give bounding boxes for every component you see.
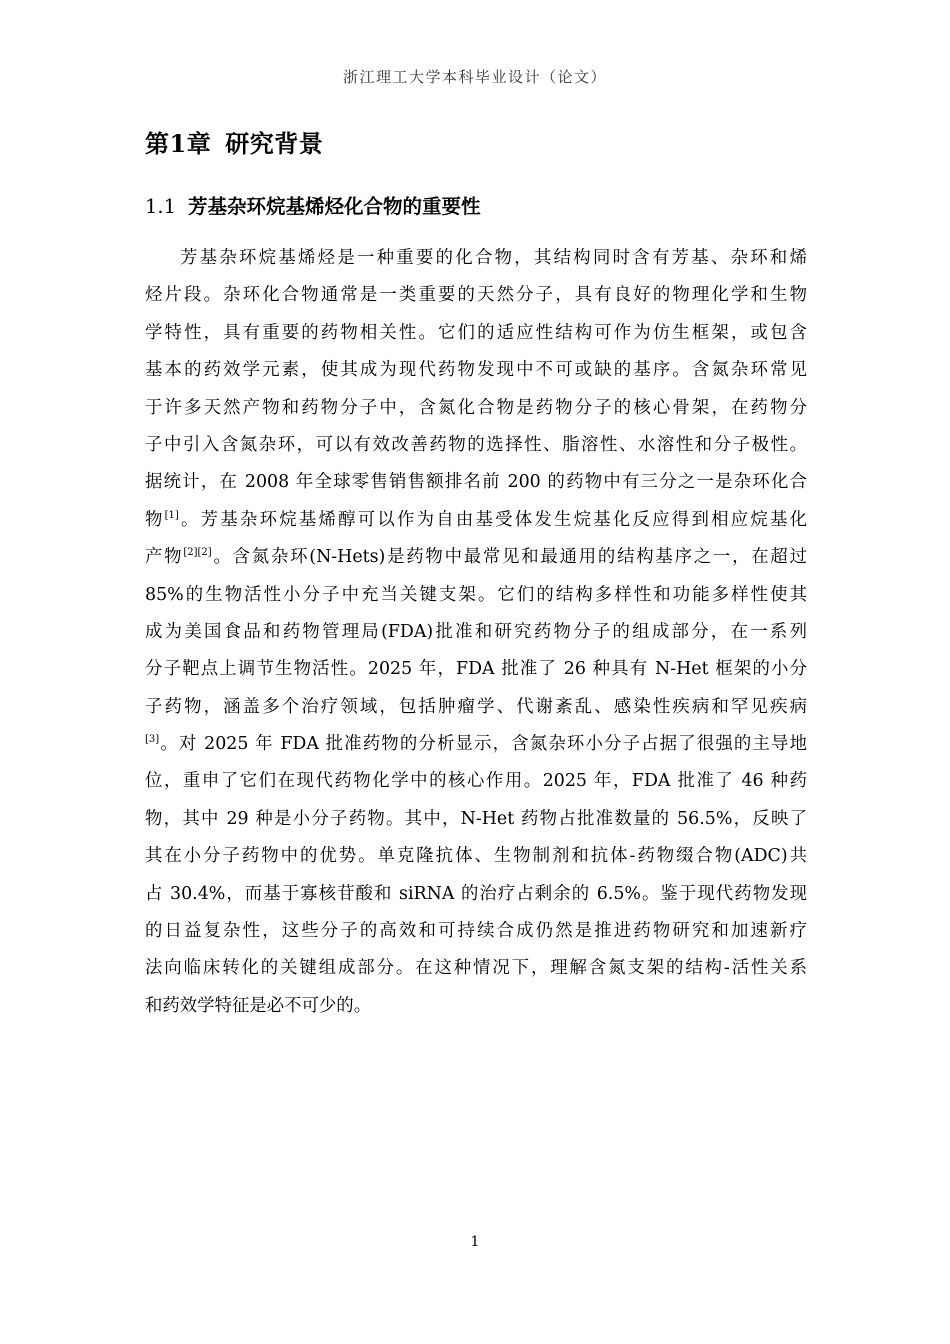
paragraph-line bbox=[145, 542, 807, 579]
line-text: 产物 bbox=[145, 547, 184, 568]
section-heading bbox=[145, 191, 481, 219]
line-text: 。含氮杂环(N-Hets)是药物中最常见和最通用的结构基序之一，在超过 bbox=[211, 547, 807, 568]
citation-marker[interactable]: [3] bbox=[145, 734, 160, 746]
running-header: 浙江理工大学本科毕业设计（论文） bbox=[342, 68, 607, 86]
chapter-number: 第1章 bbox=[145, 129, 212, 158]
paragraph-line: 据统计，在 2008 年全球零售销售额排名前 200 的药物中有三分之一是杂环化合 bbox=[145, 472, 807, 493]
paragraph-line: 子中引入含氮杂环，可以有效改善药物的选择性、脂溶性、水溶性和分子极性。 bbox=[145, 434, 807, 455]
paragraph-line bbox=[145, 729, 807, 766]
paragraph-line: 其在小分子药物中的优势。单克隆抗体、生物制剂和抗体-药物缀合物(ADC)共 bbox=[145, 846, 807, 867]
paragraph-line: 学特性，具有重要的药物相关性。它们的适应性结构可作为仿生框架，或包含 bbox=[145, 322, 807, 343]
paragraph-line: 分子靶点上调节生物活性。2025 年，FDA 批准了 26 种具有 N-Het 框架的小分 bbox=[145, 659, 807, 680]
body-paragraph bbox=[145, 243, 807, 1028]
page-number: 1 bbox=[470, 1234, 480, 1250]
paragraph-line: 子药物，涵盖多个治疗领域，包括肿瘤学、代谢紊乱、感染性疾病和罕见疾病 bbox=[145, 696, 807, 717]
citation-marker[interactable]: [1] bbox=[164, 509, 179, 521]
line-text: 。对 2025 年 FDA 批准药物的分析显示，含氮杂环小分子占据了很强的主导地 bbox=[159, 734, 807, 755]
paragraph-line: 和药效学特征是必不可少的。 bbox=[145, 995, 372, 1016]
line-text: 。芳基杂环烷基烯醇可以作为自由基受体发生烷基化反应得到相应烷基化 bbox=[178, 509, 807, 530]
paragraph-line: 物，其中 29 种是小分子药物。其中，N-Het 药物占批准数量的 56.5%，反映了 bbox=[145, 808, 807, 829]
paragraph-line: 烃片段。杂环化合物通常是一类重要的天然分子，具有良好的物理化学和生物 bbox=[145, 285, 807, 306]
header-rule bbox=[146, 96, 806, 97]
paragraph-line: 占 30.4%，而基于寡核苷酸和 siRNA 的治疗占剩余的 6.5%。鉴于现代药物发现 bbox=[145, 883, 807, 904]
paragraph-line: 芳基杂环烷基烯烃是一种重要的化合物，其结构同时含有芳基、杂环和烯 bbox=[180, 248, 807, 268]
chapter-title-text: 研究背景 bbox=[225, 129, 324, 158]
paragraph-line: 的日益复杂性，这些分子的高效和可持续合成仍然是推进药物研究和加速新疗 bbox=[145, 921, 807, 942]
paragraph-line: 基本的药效学元素，使其成为现代药物发现中不可或缺的基序。含氮杂环常见 bbox=[145, 360, 807, 381]
citation-marker[interactable]: [2][2] bbox=[183, 547, 212, 559]
section-title-text: 芳基杂环烷基烯烃化合物的重要性 bbox=[188, 195, 481, 218]
paragraph-line: 于许多天然产物和药物分子中，含氮化合物是药物分子的核心骨架，在药物分 bbox=[145, 397, 807, 418]
paragraph-line: 85%的生物活性小分子中充当关键支架。它们的结构多样性和功能多样性使其 bbox=[145, 584, 807, 605]
paragraph-line: 法向临床转化的关键组成部分。在这种情况下，理解含氮支架的结构-活性关系 bbox=[145, 958, 807, 979]
chapter-heading bbox=[145, 124, 323, 159]
line-text: 物 bbox=[145, 509, 165, 530]
paragraph-line: 位，重申了它们在现代药物化学中的核心作用。2025 年，FDA 批准了 46 种药 bbox=[145, 771, 807, 792]
paragraph-line bbox=[145, 505, 807, 542]
section-number: 1.1 bbox=[145, 195, 177, 218]
paragraph-line: 成为美国食品和药物管理局(FDA)批准和研究药物分子的组成部分，在一系列 bbox=[145, 621, 807, 642]
